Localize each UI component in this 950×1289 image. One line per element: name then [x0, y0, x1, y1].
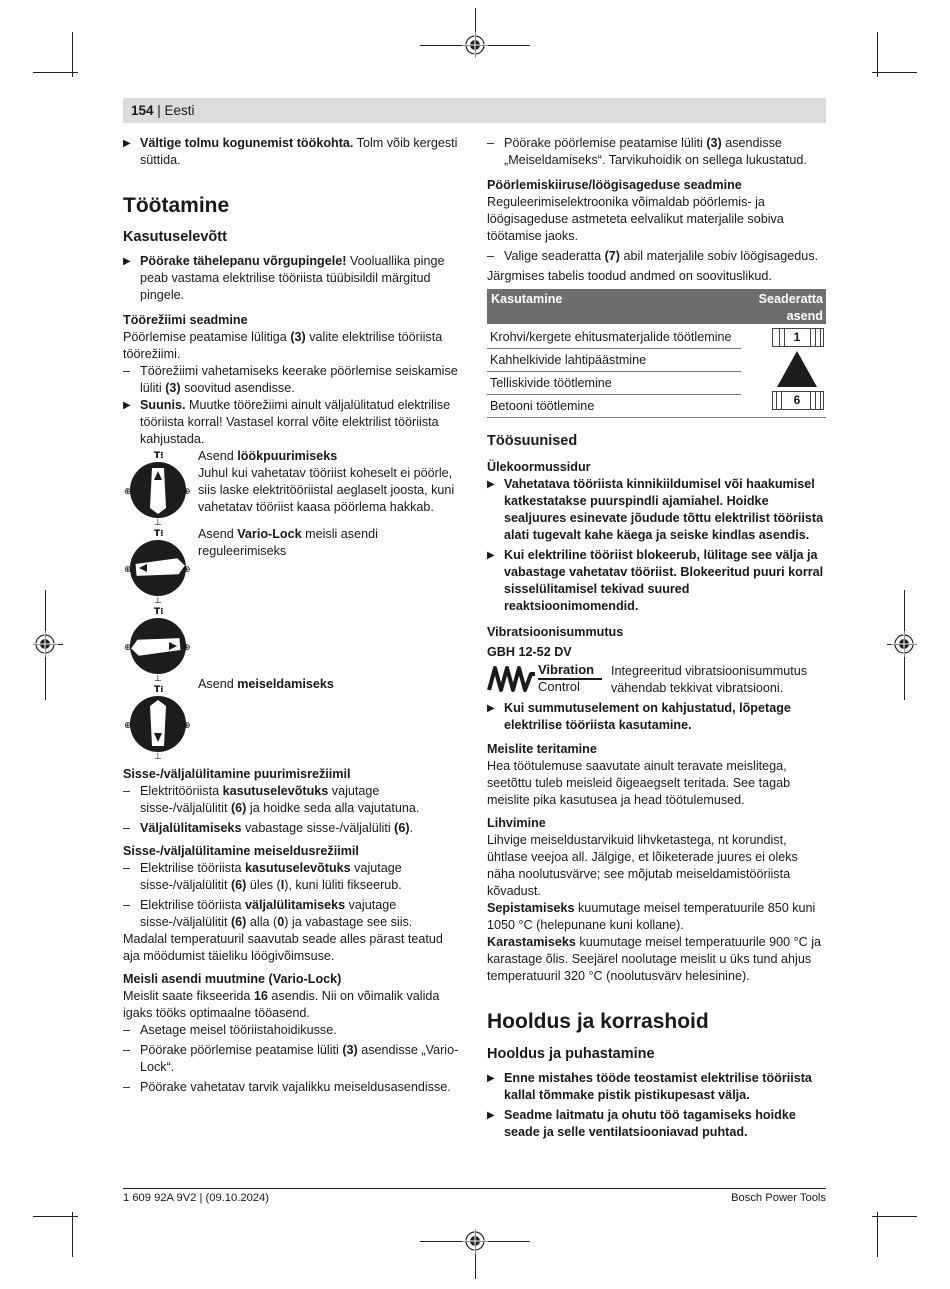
heading-vario: Meisli asendi muutmine (Vario-Lock)	[123, 972, 342, 986]
setting-wheel-max: 6	[772, 391, 824, 410]
crop-mark	[33, 1216, 78, 1217]
speed-dash-item: – Valige seaderatta (7) abil materjalile sobiv löögisagedus.	[487, 249, 819, 263]
right-column	[487, 135, 826, 1141]
svg-text:⊕: ⊕	[183, 721, 191, 731]
heading-startup: Kasutuselevõtt	[123, 229, 227, 245]
table-row: Kahhelkivide lahtipäästmine	[487, 349, 741, 372]
position-chisel: T⁝ ⊕ ⊕ ⊥ Asend meiseldamiseks	[124, 677, 334, 760]
svg-text:⊕: ⊕	[183, 487, 191, 497]
triangle-bullet-icon: ▶	[487, 1110, 495, 1121]
registration-mark-icon	[453, 23, 497, 67]
chisel-dash-item: – Elektrilise tööriista kasutuselevõtuks vajutage sisse-/väljalülitit (6) üles (I), kuni lüliti fikseerub.	[123, 861, 402, 892]
sharpen-paragraph: Hea töötulemuse saavutate ainult teravate meislitega, seetõttu tuleb meisleid õigeaegselt teritada. See tagab meislite pika kasutusea ja head töötulemused.	[487, 759, 791, 807]
svg-text:⊕: ⊕	[183, 643, 191, 653]
svg-text:⊥: ⊥	[154, 518, 162, 526]
chisel-paragraph: Madalal temperatuuril saavutab seade alles pärast teatud aja möödumist täieliku löögivõimsuse.	[123, 932, 443, 963]
mode-dial-vario-lock-icon	[123, 604, 193, 682]
position-vario-lock-alt	[123, 604, 460, 682]
page-number: 154	[131, 103, 154, 118]
heading-forge: Lihvimine	[487, 816, 546, 830]
position-hammer-drill: T⁝ ⊕ ⊕ ⊥ Asend löökpuurimiseks Juhul kui vahetatav tööriist koheselt ei pöörle, siis laske elektritööriistal aeglaselt joosta, kuni vahetatav tööriist kaasa pöörlema hakkab.	[124, 449, 455, 526]
overload-bullet: ▶ Kui elektriline tööriist blokeerub, lülitage see välja ja vabastage vahetatav tööriist. Blokeeritud puuri korral sisselülitamisel tekivad suured reaktsioonimomendid.	[487, 548, 824, 613]
vario-dash-item: – Asetage meisel tööriistahoidikusse.	[123, 1023, 337, 1037]
triangle-bullet-icon: ▶	[123, 138, 131, 149]
svg-text:⊥: ⊥	[154, 596, 162, 604]
maintenance-bullet: ▶ Enne mistahes tööde teostamist elektrilise tööriista kallal tõmmake pistik pistikupesast välja.	[487, 1071, 812, 1102]
heading-vibration: Vibratsioonisummutus	[487, 625, 624, 639]
svg-text:⊥: ⊥	[154, 674, 162, 682]
table-col-usage: Kasutamine	[491, 292, 563, 306]
language-label: Eesti	[164, 103, 195, 118]
speed-paragraph-2: Järgmises tabelis toodud andmed on soovituslikud.	[487, 269, 772, 283]
chisel-dash-item: – Elektrilise tööriista väljalülitamiseks vajutage sisse-/väljalülitit (6) alla (0) ja vabastage see siis.	[123, 898, 413, 929]
position-vario-lock: T⁝ ⊕ ⊕ ⊥ Asend Vario-Lock meisli asendi reguleerimiseks	[124, 527, 378, 604]
maintenance-bullet: ▶ Seadme laitmatu ja ohutu töö tagamiseks hoidke seade ja selle ventilatsiooniavad puhtad.	[487, 1108, 796, 1139]
vibration-logo-top: Vibration	[538, 662, 595, 677]
mode-dial-chisel-icon	[123, 682, 193, 760]
settings-table	[487, 289, 826, 418]
vibration-text: Integreeritud vibratsioonisummutus vähendab tekkivat vibratsiooni.	[611, 664, 807, 695]
svg-text:T⁝: T⁝	[154, 529, 164, 539]
mode-paragraph: Pöörlemise peatamise lülitiga (3) valite elektrilise tööriista töörežiimi.	[123, 330, 443, 361]
table-col-setting: Seaderatta asend	[758, 292, 823, 323]
registration-mark-icon	[453, 1219, 497, 1263]
heading-operation: Töötamine	[123, 194, 230, 217]
heading-maintenance: Hooldus ja korrashoid	[487, 1010, 709, 1033]
table-row: Krohvi/kergete ehitusmaterjalide töötlemine	[487, 326, 741, 349]
vibration-bullet: ▶ Kui summutuselement on kahjustatud, lõpetage elektrilise tööriista kasutamine.	[487, 701, 791, 732]
drill-dash-item: – Väljalülitamiseks vabastage sisse-/väljalüliti (6).	[123, 821, 414, 835]
svg-text:⊥: ⊥	[154, 752, 162, 760]
heading-mode: Töörežiimi seadmine	[123, 313, 248, 327]
footer-rule	[123, 1188, 826, 1189]
svg-text:⊕: ⊕	[124, 721, 132, 731]
model-name: GBH 12-52 DV	[487, 645, 572, 659]
table-row: Telliskivide töötlemine	[487, 372, 741, 395]
svg-text:T⁝: T⁝	[154, 685, 164, 695]
vario-dash-item: – Pöörake pöörlemise peatamise lüliti (3) asendisse „Vario-Lock“.	[123, 1043, 459, 1074]
increase-triangle-icon	[774, 349, 820, 389]
triangle-bullet-icon: ▶	[487, 1073, 495, 1084]
heading-onoff-chisel: Sisse-/väljalülitamine meiseldusrežiimil	[123, 844, 359, 858]
svg-text:T⁝: T⁝	[154, 607, 164, 617]
heading-speed: Pöörlemiskiiruse/löögisageduse seadmine	[487, 178, 742, 192]
triangle-bullet-icon: ▶	[487, 703, 495, 714]
left-column	[123, 135, 460, 1096]
heading-overload: Ülekoormussidur	[487, 460, 591, 474]
bullet-voltage: ▶ Pöörake tähelepanu võrgupingele! Vooluallika pinge peab vastama elektrilise tööriista tüübisildil märgitud pingele.	[123, 254, 445, 302]
heading-tips: Töösuunised	[487, 433, 578, 449]
setting-wheel-min: 1	[772, 328, 824, 347]
crop-mark	[72, 32, 73, 77]
vibration-block	[487, 662, 826, 696]
crop-mark	[872, 72, 917, 73]
crop-mark	[877, 1212, 878, 1257]
svg-text:⊕: ⊕	[124, 643, 132, 653]
speed-paragraph: Reguleerimiselektroonika võimaldab pöörlemis- ja löögisageduse astmeteta eelvalikut materjalile sobiva töötamise jaoks.	[487, 195, 784, 243]
svg-text:⊕: ⊕	[124, 565, 132, 575]
heading-cleaning: Hooldus ja puhastamine	[487, 1046, 655, 1062]
svg-text:⊕: ⊕	[183, 565, 191, 575]
triangle-bullet-icon: ▶	[487, 479, 495, 490]
vibration-wave-icon	[487, 664, 537, 692]
crop-mark	[72, 1212, 73, 1257]
forge-paragraph: Lihvige meiseldustarvikuid lihvketastega, nt korundist, ühtlase veejoa all. Jälgige, et lõiketerade juures ei oleks näha noolutusvärve; see mõjutab meiseldamistööriista kõvadust.	[487, 833, 798, 898]
triangle-bullet-icon: ▶	[123, 256, 131, 267]
vibration-logo-bottom: Control	[538, 679, 580, 694]
drill-dash-item: – Elektritööriista kasutuselevõtuks vajutage sisse-/väljalülitit (6) ja hoidke seda alla vajutatuna.	[123, 784, 420, 815]
mode-dial-hammer-icon	[123, 448, 193, 526]
registration-mark-icon	[23, 622, 67, 666]
forge-paragraph-2: Sepistamiseks kuumutage meisel temperatuurile 850 kuni 1050 °C (helepunane kuni kollane).	[487, 901, 816, 932]
heading-onoff-drill: Sisse-/väljalülitamine puurimisrežiimil	[123, 767, 351, 781]
overload-bullet: ▶ Vahetatava tööriista kinnikiildumisel või haakumisel katkestatakse puurspindli ajamiahel. Hoidke sealjuures esinevate jõudude tõttu elektrilist tööriista alati tugevalt kahe käega ja seiske kindlas asendis.	[487, 477, 824, 542]
mode-dial-vario-lock-icon	[123, 526, 193, 604]
svg-text:⊕: ⊕	[124, 487, 132, 497]
footer-doc-number: 1 609 92A 9V2 | (09.10.2024)	[123, 1192, 269, 1204]
table-row: Betooni töötlemine	[487, 395, 826, 418]
svg-text:T⁝: T⁝	[154, 451, 164, 461]
triangle-bullet-icon: ▶	[487, 550, 495, 561]
table-header	[487, 289, 826, 324]
footer-brand: Bosch Power Tools	[731, 1192, 826, 1204]
vario-dash-item: – Pöörake vahetatav tarvik vajalikku meiseldusasendisse.	[123, 1080, 451, 1094]
crop-mark	[872, 1216, 917, 1217]
crop-mark	[877, 32, 878, 77]
vario-dash-item: – Pöörake pöörlemise peatamise lüliti (3) asendisse „Meiseldamiseks“. Tarvikuhoidik on sellega lukustatud.	[487, 136, 807, 167]
page-header: 154 | Eesti	[123, 98, 826, 123]
triangle-bullet-icon: ▶	[123, 400, 131, 411]
mode-dash-item: – Töörežiimi vahetamiseks keerake pöörlemise seiskamise lüliti (3) soovitud asendisse.	[123, 364, 458, 395]
mode-bullet: ▶ Suunis. Muutke töörežiimi ainult väljalülitatud elektrilise tööriista korral! Vastasel korral võite elektrilist tööriista kahjustada.	[123, 398, 451, 446]
crop-mark	[33, 72, 78, 73]
registration-mark-icon	[882, 622, 926, 666]
forge-paragraph-3: Karastamiseks kuumutage meisel temperatuurile 900 °C ja karastage õlis. Seejärel noolutage meislit u üks tund ahjus temperatuuril 320 °C (noolutusvärv helesinine).	[487, 935, 822, 983]
bullet-dust: ▶ Vältige tolmu kogunemist töökohta. Tolm võib kergesti süttida.	[123, 136, 458, 167]
vario-paragraph: Meislit saate fikseerida 16 asendis. Nii on võimalik valida igaks tööks optimaalne tööasend.	[123, 989, 440, 1020]
heading-sharpen: Meislite teritamine	[487, 742, 597, 756]
